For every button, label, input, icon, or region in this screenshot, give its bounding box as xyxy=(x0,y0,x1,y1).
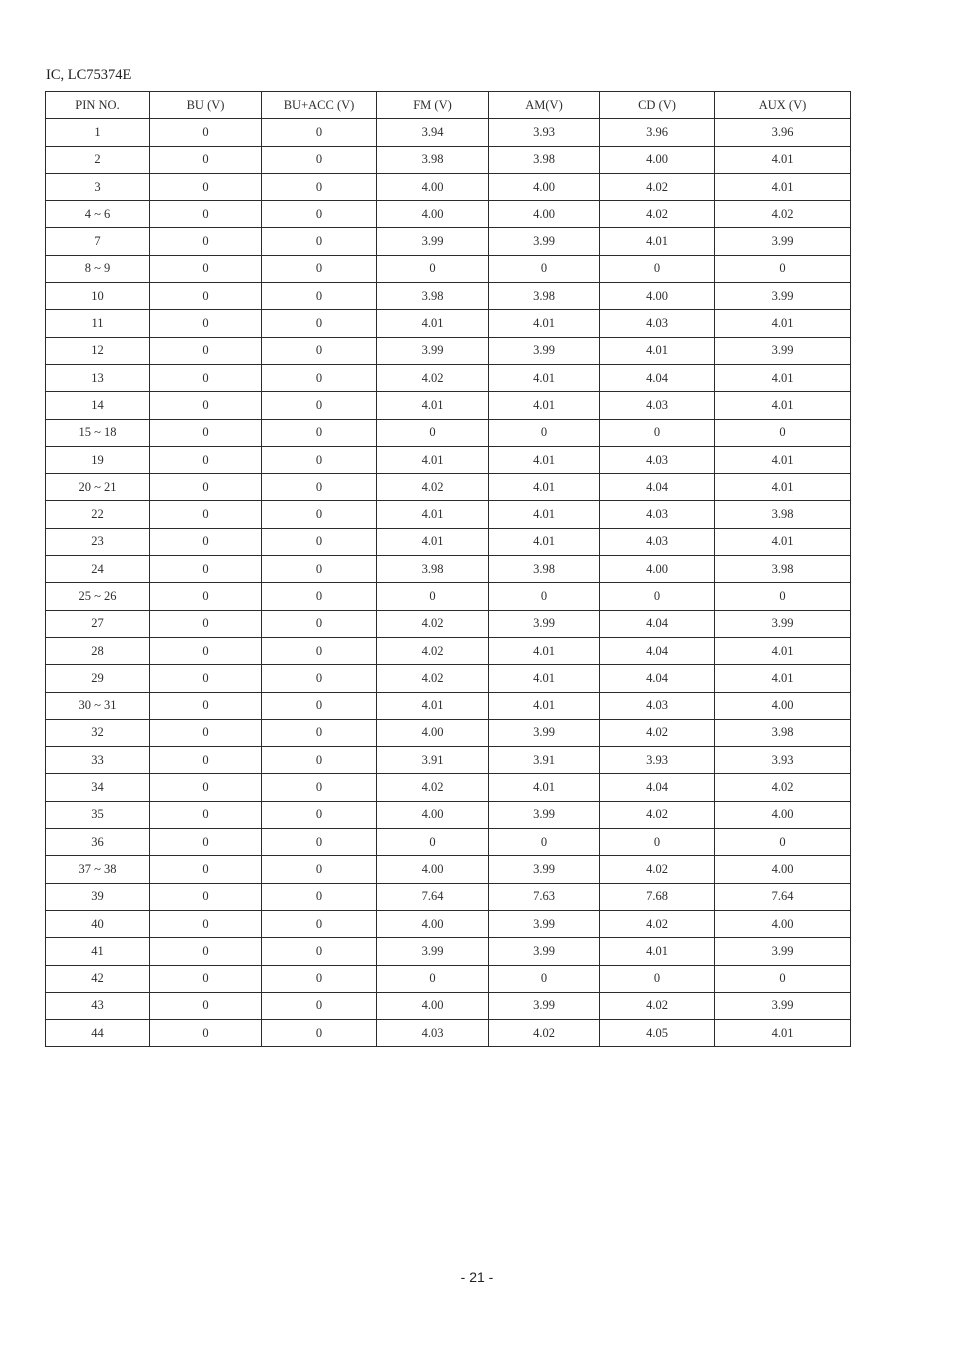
bu-cell: 0 xyxy=(150,692,262,719)
bu-acc-cell: 0 xyxy=(262,774,377,801)
aux-cell: 3.99 xyxy=(715,938,851,965)
aux-cell: 4.02 xyxy=(715,774,851,801)
header-am: AM(V) xyxy=(489,92,600,119)
bu-acc-cell: 0 xyxy=(262,583,377,610)
am-cell: 3.99 xyxy=(489,719,600,746)
table-row xyxy=(46,965,851,992)
table-row xyxy=(46,419,851,446)
fm-cell: 0 xyxy=(377,829,489,856)
pin-no-cell: 2 xyxy=(46,146,150,173)
am-cell: 3.99 xyxy=(489,992,600,1019)
am-cell: 4.00 xyxy=(489,201,600,228)
bu-acc-cell: 0 xyxy=(262,747,377,774)
table-row xyxy=(46,692,851,719)
aux-cell: 4.00 xyxy=(715,692,851,719)
bu-acc-cell: 0 xyxy=(262,310,377,337)
fm-cell: 3.99 xyxy=(377,938,489,965)
pin-no-cell: 20 ~ 21 xyxy=(46,474,150,501)
pin-no-cell: 19 xyxy=(46,446,150,473)
bu-acc-cell: 0 xyxy=(262,910,377,937)
pin-no-cell: 15 ~ 18 xyxy=(46,419,150,446)
aux-cell: 3.99 xyxy=(715,228,851,255)
am-cell: 3.99 xyxy=(489,337,600,364)
pin-no-cell: 10 xyxy=(46,283,150,310)
cd-cell: 7.68 xyxy=(600,883,715,910)
bu-acc-cell: 0 xyxy=(262,201,377,228)
table-row xyxy=(46,255,851,282)
fm-cell: 4.00 xyxy=(377,910,489,937)
bu-cell: 0 xyxy=(150,938,262,965)
pin-no-cell: 23 xyxy=(46,528,150,555)
fm-cell: 4.00 xyxy=(377,173,489,200)
am-cell: 0 xyxy=(489,965,600,992)
cd-cell: 4.02 xyxy=(600,992,715,1019)
bu-acc-cell: 0 xyxy=(262,255,377,282)
cd-cell: 0 xyxy=(600,255,715,282)
am-cell: 4.01 xyxy=(489,665,600,692)
table-row xyxy=(46,610,851,637)
fm-cell: 4.02 xyxy=(377,637,489,664)
fm-cell: 4.02 xyxy=(377,774,489,801)
am-cell: 3.99 xyxy=(489,228,600,255)
am-cell: 4.01 xyxy=(489,692,600,719)
table-row xyxy=(46,119,851,146)
cd-cell: 0 xyxy=(600,829,715,856)
aux-cell: 3.99 xyxy=(715,992,851,1019)
bu-cell: 0 xyxy=(150,119,262,146)
aux-cell: 4.01 xyxy=(715,446,851,473)
cd-cell: 4.04 xyxy=(600,665,715,692)
cd-cell: 4.00 xyxy=(600,146,715,173)
aux-cell: 3.98 xyxy=(715,556,851,583)
am-cell: 4.01 xyxy=(489,637,600,664)
cd-cell: 4.00 xyxy=(600,556,715,583)
aux-cell: 4.01 xyxy=(715,474,851,501)
bu-cell: 0 xyxy=(150,364,262,391)
aux-cell: 4.00 xyxy=(715,910,851,937)
bu-cell: 0 xyxy=(150,583,262,610)
table-row xyxy=(46,228,851,255)
cd-cell: 4.03 xyxy=(600,392,715,419)
bu-cell: 0 xyxy=(150,665,262,692)
cd-cell: 4.02 xyxy=(600,856,715,883)
table-row xyxy=(46,474,851,501)
cd-cell: 4.02 xyxy=(600,719,715,746)
cd-cell: 3.96 xyxy=(600,119,715,146)
cd-cell: 4.04 xyxy=(600,364,715,391)
pin-no-cell: 40 xyxy=(46,910,150,937)
cd-cell: 4.05 xyxy=(600,1020,715,1047)
am-cell: 3.98 xyxy=(489,283,600,310)
bu-cell: 0 xyxy=(150,528,262,555)
table-row xyxy=(46,1020,851,1047)
aux-cell: 4.01 xyxy=(715,392,851,419)
cd-cell: 4.02 xyxy=(600,173,715,200)
aux-cell: 0 xyxy=(715,255,851,282)
am-cell: 3.98 xyxy=(489,146,600,173)
cd-cell: 0 xyxy=(600,583,715,610)
bu-acc-cell: 0 xyxy=(262,883,377,910)
aux-cell: 3.98 xyxy=(715,501,851,528)
pin-no-cell: 22 xyxy=(46,501,150,528)
bu-cell: 0 xyxy=(150,146,262,173)
bu-acc-cell: 0 xyxy=(262,1020,377,1047)
table-row xyxy=(46,337,851,364)
bu-cell: 0 xyxy=(150,774,262,801)
cd-cell: 4.00 xyxy=(600,283,715,310)
table-row xyxy=(46,146,851,173)
pin-no-cell: 3 xyxy=(46,173,150,200)
am-cell: 0 xyxy=(489,255,600,282)
bu-cell: 0 xyxy=(150,1020,262,1047)
aux-cell: 3.98 xyxy=(715,719,851,746)
bu-acc-cell: 0 xyxy=(262,965,377,992)
cd-cell: 4.01 xyxy=(600,228,715,255)
table-caption: IC, LC75374E xyxy=(46,67,132,83)
am-cell: 3.93 xyxy=(489,119,600,146)
cd-cell: 4.02 xyxy=(600,910,715,937)
bu-acc-cell: 0 xyxy=(262,337,377,364)
pin-no-cell: 28 xyxy=(46,637,150,664)
table-row xyxy=(46,392,851,419)
bu-acc-cell: 0 xyxy=(262,829,377,856)
fm-cell: 3.98 xyxy=(377,556,489,583)
aux-cell: 0 xyxy=(715,829,851,856)
table-row xyxy=(46,446,851,473)
cd-cell: 0 xyxy=(600,965,715,992)
pin-no-cell: 1 xyxy=(46,119,150,146)
pin-no-cell: 13 xyxy=(46,364,150,391)
cd-cell: 4.03 xyxy=(600,310,715,337)
table-row xyxy=(46,801,851,828)
bu-cell: 0 xyxy=(150,856,262,883)
bu-acc-cell: 0 xyxy=(262,283,377,310)
fm-cell: 3.99 xyxy=(377,228,489,255)
fm-cell: 4.00 xyxy=(377,201,489,228)
bu-cell: 0 xyxy=(150,883,262,910)
table-row xyxy=(46,364,851,391)
table-row xyxy=(46,173,851,200)
aux-cell: 0 xyxy=(715,965,851,992)
aux-cell: 4.01 xyxy=(715,1020,851,1047)
pin-no-cell: 27 xyxy=(46,610,150,637)
aux-cell: 4.01 xyxy=(715,146,851,173)
bu-acc-cell: 0 xyxy=(262,419,377,446)
aux-cell: 4.01 xyxy=(715,173,851,200)
pin-voltage-table xyxy=(45,91,851,1047)
bu-cell: 0 xyxy=(150,201,262,228)
am-cell: 4.01 xyxy=(489,392,600,419)
fm-cell: 7.64 xyxy=(377,883,489,910)
cd-cell: 4.01 xyxy=(600,337,715,364)
cd-cell: 3.93 xyxy=(600,747,715,774)
aux-cell: 4.01 xyxy=(715,310,851,337)
fm-cell: 4.01 xyxy=(377,501,489,528)
bu-cell: 0 xyxy=(150,228,262,255)
pin-no-cell: 34 xyxy=(46,774,150,801)
bu-acc-cell: 0 xyxy=(262,474,377,501)
fm-cell: 4.00 xyxy=(377,801,489,828)
bu-cell: 0 xyxy=(150,255,262,282)
bu-cell: 0 xyxy=(150,910,262,937)
bu-acc-cell: 0 xyxy=(262,637,377,664)
bu-acc-cell: 0 xyxy=(262,556,377,583)
bu-acc-cell: 0 xyxy=(262,364,377,391)
cd-cell: 4.04 xyxy=(600,637,715,664)
bu-cell: 0 xyxy=(150,637,262,664)
am-cell: 3.99 xyxy=(489,938,600,965)
cd-cell: 4.01 xyxy=(600,938,715,965)
table-row xyxy=(46,583,851,610)
am-cell: 0 xyxy=(489,583,600,610)
header-bu-acc: BU+ACC (V) xyxy=(262,92,377,119)
pin-no-cell: 4 ~ 6 xyxy=(46,201,150,228)
cd-cell: 4.02 xyxy=(600,801,715,828)
fm-cell: 0 xyxy=(377,965,489,992)
fm-cell: 4.02 xyxy=(377,364,489,391)
am-cell: 4.01 xyxy=(489,474,600,501)
fm-cell: 4.00 xyxy=(377,992,489,1019)
pin-no-cell: 30 ~ 31 xyxy=(46,692,150,719)
bu-acc-cell: 0 xyxy=(262,856,377,883)
table-row xyxy=(46,201,851,228)
cd-cell: 4.04 xyxy=(600,474,715,501)
bu-cell: 0 xyxy=(150,337,262,364)
am-cell: 4.01 xyxy=(489,501,600,528)
aux-cell: 4.01 xyxy=(715,665,851,692)
table-row xyxy=(46,883,851,910)
table-row xyxy=(46,829,851,856)
fm-cell: 0 xyxy=(377,583,489,610)
pin-no-cell: 44 xyxy=(46,1020,150,1047)
am-cell: 4.01 xyxy=(489,310,600,337)
cd-cell: 4.03 xyxy=(600,501,715,528)
bu-cell: 0 xyxy=(150,747,262,774)
aux-cell: 3.99 xyxy=(715,610,851,637)
cd-cell: 4.04 xyxy=(600,610,715,637)
aux-cell: 4.02 xyxy=(715,201,851,228)
table-row xyxy=(46,556,851,583)
fm-cell: 3.91 xyxy=(377,747,489,774)
table-row xyxy=(46,283,851,310)
bu-acc-cell: 0 xyxy=(262,173,377,200)
aux-cell: 4.01 xyxy=(715,364,851,391)
aux-cell: 3.93 xyxy=(715,747,851,774)
am-cell: 0 xyxy=(489,829,600,856)
table-row xyxy=(46,665,851,692)
bu-acc-cell: 0 xyxy=(262,610,377,637)
pin-no-cell: 33 xyxy=(46,747,150,774)
header-fm: FM (V) xyxy=(377,92,489,119)
pin-no-cell: 42 xyxy=(46,965,150,992)
header-aux: AUX (V) xyxy=(715,92,851,119)
header-bu: BU (V) xyxy=(150,92,262,119)
pin-no-cell: 35 xyxy=(46,801,150,828)
fm-cell: 4.01 xyxy=(377,446,489,473)
bu-acc-cell: 0 xyxy=(262,665,377,692)
pin-no-cell: 8 ~ 9 xyxy=(46,255,150,282)
fm-cell: 4.01 xyxy=(377,692,489,719)
am-cell: 7.63 xyxy=(489,883,600,910)
bu-cell: 0 xyxy=(150,801,262,828)
fm-cell: 4.01 xyxy=(377,392,489,419)
am-cell: 3.91 xyxy=(489,747,600,774)
fm-cell: 4.03 xyxy=(377,1020,489,1047)
fm-cell: 3.98 xyxy=(377,283,489,310)
am-cell: 4.01 xyxy=(489,364,600,391)
am-cell: 3.99 xyxy=(489,801,600,828)
fm-cell: 4.01 xyxy=(377,528,489,555)
fm-cell: 3.99 xyxy=(377,337,489,364)
bu-acc-cell: 0 xyxy=(262,692,377,719)
bu-acc-cell: 0 xyxy=(262,446,377,473)
fm-cell: 4.01 xyxy=(377,310,489,337)
bu-cell: 0 xyxy=(150,310,262,337)
cd-cell: 4.03 xyxy=(600,446,715,473)
bu-cell: 0 xyxy=(150,719,262,746)
bu-acc-cell: 0 xyxy=(262,719,377,746)
aux-cell: 4.00 xyxy=(715,801,851,828)
page-number: - 21 - xyxy=(460,1269,494,1285)
table-row xyxy=(46,310,851,337)
pin-no-cell: 25 ~ 26 xyxy=(46,583,150,610)
table-body xyxy=(46,119,851,1047)
pin-no-cell: 7 xyxy=(46,228,150,255)
bu-cell: 0 xyxy=(150,501,262,528)
bu-cell: 0 xyxy=(150,173,262,200)
aux-cell: 3.99 xyxy=(715,283,851,310)
table-row xyxy=(46,528,851,555)
bu-cell: 0 xyxy=(150,446,262,473)
am-cell: 4.01 xyxy=(489,446,600,473)
fm-cell: 4.02 xyxy=(377,474,489,501)
bu-acc-cell: 0 xyxy=(262,501,377,528)
aux-cell: 0 xyxy=(715,583,851,610)
pin-no-cell: 36 xyxy=(46,829,150,856)
aux-cell: 3.96 xyxy=(715,119,851,146)
am-cell: 4.01 xyxy=(489,774,600,801)
table-row xyxy=(46,910,851,937)
header-cd: CD (V) xyxy=(600,92,715,119)
pin-no-cell: 32 xyxy=(46,719,150,746)
pin-no-cell: 14 xyxy=(46,392,150,419)
header-pin-no: PIN NO. xyxy=(46,92,150,119)
bu-cell: 0 xyxy=(150,965,262,992)
table-row xyxy=(46,637,851,664)
pin-no-cell: 37 ~ 38 xyxy=(46,856,150,883)
pin-no-cell: 39 xyxy=(46,883,150,910)
bu-acc-cell: 0 xyxy=(262,801,377,828)
bu-acc-cell: 0 xyxy=(262,119,377,146)
bu-acc-cell: 0 xyxy=(262,938,377,965)
aux-cell: 7.64 xyxy=(715,883,851,910)
pin-no-cell: 41 xyxy=(46,938,150,965)
aux-cell: 4.01 xyxy=(715,528,851,555)
fm-cell: 3.94 xyxy=(377,119,489,146)
am-cell: 4.00 xyxy=(489,173,600,200)
am-cell: 3.99 xyxy=(489,610,600,637)
aux-cell: 0 xyxy=(715,419,851,446)
am-cell: 3.98 xyxy=(489,556,600,583)
table-row xyxy=(46,747,851,774)
bu-cell: 0 xyxy=(150,556,262,583)
fm-cell: 0 xyxy=(377,255,489,282)
cd-cell: 4.04 xyxy=(600,774,715,801)
pin-no-cell: 24 xyxy=(46,556,150,583)
cd-cell: 4.02 xyxy=(600,201,715,228)
bu-acc-cell: 0 xyxy=(262,392,377,419)
pin-no-cell: 43 xyxy=(46,992,150,1019)
pin-no-cell: 12 xyxy=(46,337,150,364)
cd-cell: 4.03 xyxy=(600,528,715,555)
cd-cell: 4.03 xyxy=(600,692,715,719)
bu-acc-cell: 0 xyxy=(262,146,377,173)
bu-cell: 0 xyxy=(150,992,262,1019)
bu-cell: 0 xyxy=(150,283,262,310)
aux-cell: 4.00 xyxy=(715,856,851,883)
table-row xyxy=(46,992,851,1019)
table-row xyxy=(46,719,851,746)
am-cell: 3.99 xyxy=(489,910,600,937)
fm-cell: 3.98 xyxy=(377,146,489,173)
aux-cell: 4.01 xyxy=(715,637,851,664)
fm-cell: 4.00 xyxy=(377,719,489,746)
bu-cell: 0 xyxy=(150,419,262,446)
bu-cell: 0 xyxy=(150,392,262,419)
table-row xyxy=(46,856,851,883)
bu-acc-cell: 0 xyxy=(262,992,377,1019)
am-cell: 4.02 xyxy=(489,1020,600,1047)
am-cell: 4.01 xyxy=(489,528,600,555)
table-row xyxy=(46,774,851,801)
bu-acc-cell: 0 xyxy=(262,528,377,555)
bu-cell: 0 xyxy=(150,829,262,856)
fm-cell: 4.00 xyxy=(377,856,489,883)
pin-no-cell: 11 xyxy=(46,310,150,337)
pin-no-cell: 29 xyxy=(46,665,150,692)
am-cell: 0 xyxy=(489,419,600,446)
fm-cell: 4.02 xyxy=(377,665,489,692)
aux-cell: 3.99 xyxy=(715,337,851,364)
table-row xyxy=(46,938,851,965)
bu-acc-cell: 0 xyxy=(262,228,377,255)
fm-cell: 0 xyxy=(377,419,489,446)
cd-cell: 0 xyxy=(600,419,715,446)
fm-cell: 4.02 xyxy=(377,610,489,637)
header-row xyxy=(46,92,851,119)
bu-cell: 0 xyxy=(150,610,262,637)
am-cell: 3.99 xyxy=(489,856,600,883)
bu-cell: 0 xyxy=(150,474,262,501)
table-row xyxy=(46,501,851,528)
